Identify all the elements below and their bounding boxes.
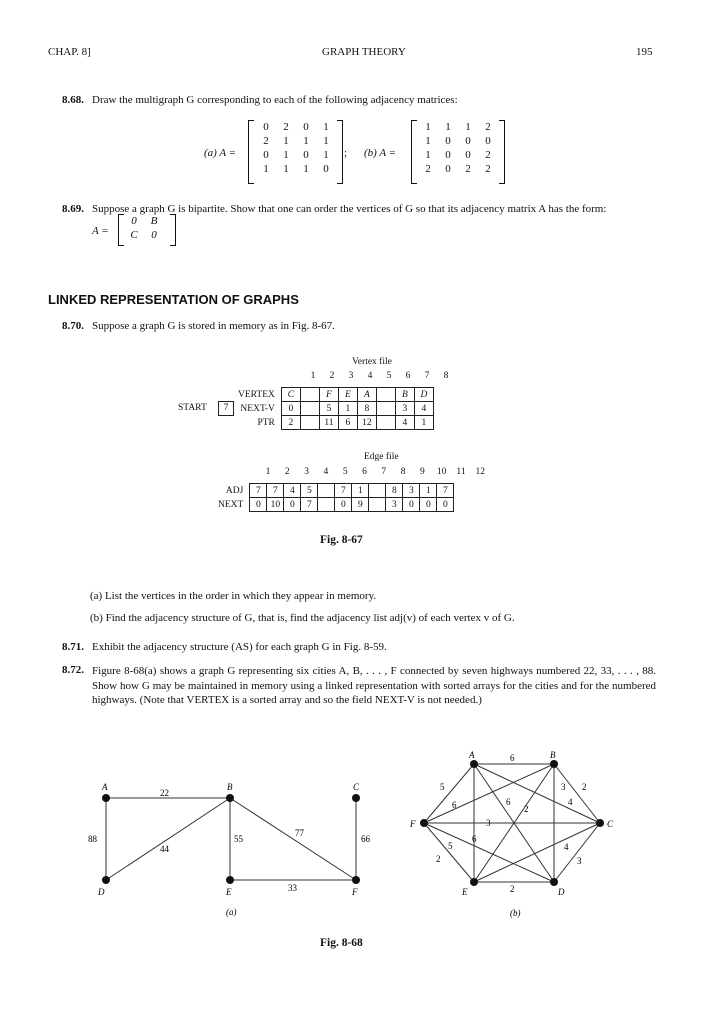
memory-cell: 2 xyxy=(281,416,300,430)
vertex-b-e xyxy=(470,878,478,886)
column-index: 1 xyxy=(265,467,271,477)
weight-77: 77 xyxy=(295,828,304,838)
column-index: 8 xyxy=(400,467,406,477)
weight-44: 44 xyxy=(160,844,169,854)
matrix-cell: 1 xyxy=(425,121,431,133)
problem-number-871: 8.71. xyxy=(62,641,84,653)
memory-cell: 7 xyxy=(335,484,352,498)
weight-88: 88 xyxy=(88,834,97,844)
weight-ce: 4 xyxy=(564,842,569,852)
memory-cell: 3 xyxy=(403,484,420,498)
matrix-b-right-bracket xyxy=(499,120,505,184)
weight-be: 2 xyxy=(524,804,529,814)
label-b-f: F xyxy=(410,819,416,829)
matrix-cell: 1 xyxy=(465,121,471,133)
edge-bc xyxy=(554,764,600,823)
weight-fe: 5 xyxy=(448,841,453,851)
column-index: 11 xyxy=(456,467,466,477)
memory-cell: 0 xyxy=(403,498,420,512)
matrix-cell: 1 xyxy=(283,163,289,175)
column-index: 3 xyxy=(348,371,354,381)
row-label: PTR xyxy=(257,417,275,428)
matrix-cell: 2 xyxy=(485,149,491,161)
vertex-b-d xyxy=(550,878,558,886)
matrix-cell: 0 xyxy=(151,229,157,241)
edge-file-table xyxy=(218,483,454,512)
start-value: 7 xyxy=(218,401,234,416)
memory-cell xyxy=(369,498,386,512)
edge-ce xyxy=(474,823,600,882)
column-index: 4 xyxy=(323,467,329,477)
edge-file-title: Edge file xyxy=(364,452,399,462)
column-index: 7 xyxy=(381,467,387,477)
matrix-cell: 1 xyxy=(303,163,309,175)
column-index: 7 xyxy=(424,371,430,381)
weight-ac: 4 xyxy=(568,797,573,807)
label-e: E xyxy=(226,887,232,897)
memory-cell: 7 xyxy=(267,484,284,498)
section-title: LINKED REPRESENTATION OF GRAPHS xyxy=(48,292,299,307)
matrix-cell: 0 xyxy=(303,121,309,133)
memory-cell: 9 xyxy=(352,498,369,512)
column-index: 10 xyxy=(436,467,447,477)
graph-a xyxy=(80,780,380,920)
memory-cell: 10 xyxy=(267,498,284,512)
row-label: NEXT-V xyxy=(240,403,275,414)
column-index: 2 xyxy=(329,371,335,381)
edge-af xyxy=(424,764,474,823)
label-b-a: A xyxy=(469,750,475,760)
memory-cell: 3 xyxy=(395,402,414,416)
matrix-cell: 0 xyxy=(465,149,471,161)
weight-33: 33 xyxy=(288,883,297,893)
weight-66: 66 xyxy=(361,834,370,844)
label-b-b: B xyxy=(550,750,556,760)
matrix-cell: 1 xyxy=(283,135,289,147)
memory-cell xyxy=(369,484,386,498)
weight-bd: 3 xyxy=(561,782,566,792)
column-index: 6 xyxy=(405,371,411,381)
weight-ad: 6 xyxy=(506,797,511,807)
column-index: 5 xyxy=(386,371,392,381)
column-index: 12 xyxy=(475,467,486,477)
memory-cell: A xyxy=(357,388,376,402)
weight-55: 55 xyxy=(234,834,243,844)
matrix-separator: ; xyxy=(344,147,348,159)
matrix-cell: 2 xyxy=(263,135,269,147)
row-label: NEXT xyxy=(218,499,244,510)
matrix-a xyxy=(256,121,336,175)
memory-cell: 1 xyxy=(352,484,369,498)
vertex-c xyxy=(352,794,360,802)
matrix-cell: B xyxy=(150,215,158,227)
matrix-cell: 1 xyxy=(445,121,451,133)
memory-cell: C xyxy=(281,388,300,402)
memory-cell: 3 xyxy=(386,498,403,512)
weight-cd: 3 xyxy=(577,856,582,866)
memory-cell: 5 xyxy=(301,484,318,498)
memory-cell: 1 xyxy=(414,416,433,430)
column-index: 1 xyxy=(310,371,316,381)
label-b-c: C xyxy=(607,819,614,829)
matrix-cell: C xyxy=(130,229,138,241)
matrix-cell: 0 xyxy=(445,163,451,175)
weight-fb: 6 xyxy=(452,800,457,810)
memory-cell: 4 xyxy=(284,484,301,498)
matrix-cell: 2 xyxy=(485,163,491,175)
memory-cell: 1 xyxy=(338,402,357,416)
label-b-e: E xyxy=(462,887,468,897)
weight-22: 22 xyxy=(160,788,169,798)
matrix-b-left-bracket xyxy=(411,120,417,184)
memory-cell: 0 xyxy=(437,498,454,512)
matrix-cell: 1 xyxy=(425,149,431,161)
memory-cell: 0 xyxy=(250,498,267,512)
matrix-cell: 2 xyxy=(485,121,491,133)
weight-fe2: 2 xyxy=(436,854,441,864)
column-index: 6 xyxy=(362,467,367,477)
matrix-cell: 0 xyxy=(263,149,269,161)
row-label: ADJ xyxy=(225,485,244,496)
label-b-d: D xyxy=(558,887,565,897)
memory-cell: 1 xyxy=(420,484,437,498)
matrix-cell: 0 xyxy=(485,135,491,147)
caption-a: (a) xyxy=(226,907,237,917)
bipartite-matrix xyxy=(124,215,164,241)
weight-bc: 2 xyxy=(582,782,587,792)
edge-fe xyxy=(424,823,474,882)
column-index: 9 xyxy=(420,467,425,477)
problem-text-869: Suppose a graph G is bipartite. Show that one can order the vertices of G so that its adjacency matrix A has the form: xyxy=(92,203,607,215)
edge-ac xyxy=(474,764,600,823)
matrix-cell: 0 xyxy=(445,149,451,161)
vertex-b xyxy=(226,794,234,802)
edge-d-b xyxy=(106,798,230,880)
memory-cell: 7 xyxy=(250,484,267,498)
label-b: B xyxy=(227,782,233,792)
vertex-a xyxy=(102,794,110,802)
weight-ed: 2 xyxy=(510,884,515,894)
vertex-f xyxy=(352,876,360,884)
vertex-e xyxy=(226,876,234,884)
label-d: D xyxy=(98,887,105,897)
vertex-file-title: Vertex file xyxy=(352,357,392,367)
memory-cell: 8 xyxy=(357,402,376,416)
memory-cell: 12 xyxy=(357,416,376,430)
memory-cell: 8 xyxy=(386,484,403,498)
label-f: F xyxy=(352,887,358,897)
matrix-cell: 0 xyxy=(465,135,471,147)
matrix-cell: 1 xyxy=(303,135,309,147)
matrix-cell: 2 xyxy=(465,163,471,175)
problem-text-870: Suppose a graph G is stored in memory as in Fig. 8-67. xyxy=(92,320,335,332)
caption-b: (b) xyxy=(510,908,521,918)
memory-cell: 4 xyxy=(395,416,414,430)
problem-number-869: 8.69. xyxy=(62,203,84,215)
edge-cd xyxy=(554,823,600,882)
matrix-a-right-bracket xyxy=(337,120,343,184)
vertex-b-a xyxy=(470,760,478,768)
matrix-cell: 0 xyxy=(131,215,137,227)
matrix-cell: 0 xyxy=(263,121,269,133)
matrix-b xyxy=(418,121,498,175)
start-label: START xyxy=(178,403,207,413)
problem-number-870: 8.70. xyxy=(62,320,84,332)
matrix-cell: 1 xyxy=(323,135,329,147)
memory-cell xyxy=(300,402,319,416)
edge-b-f xyxy=(230,798,356,880)
running-header-title: GRAPH THEORY xyxy=(322,46,406,58)
matrix-cell: 0 xyxy=(323,163,329,175)
matrix-cell: 1 xyxy=(263,163,269,175)
column-index: 5 xyxy=(342,467,348,477)
row-label: VERTEX xyxy=(238,389,275,400)
question-a: (a) List the vertices in the order in which they appear in memory. xyxy=(90,590,377,602)
memory-cell: 11 xyxy=(319,416,338,430)
memory-cell xyxy=(318,484,335,498)
problem-text-872: Figure 8-68(a) shows a graph G representing six cities A, B, . . . , F connected by seven highways numbered 22, 33, . . . , 88. Show how G may be maintained in memory using a linked representation with sorted arrays for the cities and for the numbered highways. (Note that VERTEX is a sorted array and so the field NEXT-V is not needed.) xyxy=(92,665,656,706)
column-index: 2 xyxy=(284,467,290,477)
memory-cell: 7 xyxy=(437,484,454,498)
matrix-cell: 2 xyxy=(425,163,431,175)
matrix-cell: 1 xyxy=(425,135,431,147)
memory-cell xyxy=(376,388,395,402)
memory-cell xyxy=(376,402,395,416)
matrix-a-left-bracket xyxy=(248,120,254,184)
matrix-cell: 0 xyxy=(445,135,451,147)
memory-cell xyxy=(376,416,395,430)
label-c: C xyxy=(353,782,360,792)
problem-number-868: 8.68. xyxy=(62,94,84,106)
matrix-cell: 1 xyxy=(323,149,329,161)
memory-cell: B xyxy=(395,388,414,402)
weight-af: 5 xyxy=(440,782,445,792)
column-index: 8 xyxy=(443,371,449,381)
vertex-file-table xyxy=(238,387,434,430)
matrix-cell: 0 xyxy=(303,149,309,161)
vertex-b-f xyxy=(420,819,428,827)
problem-number-872: 8.72. xyxy=(62,664,84,676)
weight-fd: 6 xyxy=(472,834,477,844)
memory-cell: F xyxy=(319,388,338,402)
vertex-b-b xyxy=(550,760,558,768)
problem-text-871: Exhibit the adjacency structure (AS) for each graph G in Fig. 8-59. xyxy=(92,641,387,653)
memory-cell: 0 xyxy=(335,498,352,512)
memory-cell: 4 xyxy=(414,402,433,416)
memory-cell: 6 xyxy=(338,416,357,430)
figure-caption-8-68: Fig. 8-68 xyxy=(320,937,363,949)
memory-cell: 5 xyxy=(319,402,338,416)
matrix-cell: 1 xyxy=(283,149,289,161)
matrix-cell: 1 xyxy=(323,121,329,133)
matrix-cell: 2 xyxy=(283,121,289,133)
memory-cell: 0 xyxy=(420,498,437,512)
memory-cell: D xyxy=(414,388,433,402)
memory-cell: 0 xyxy=(284,498,301,512)
weight-ae: 3 xyxy=(486,818,491,828)
graph-b xyxy=(400,750,640,920)
label-a: A xyxy=(102,782,108,792)
vertex-b-c xyxy=(596,819,604,827)
memory-cell xyxy=(300,388,319,402)
running-header-chapter: CHAP. 8] xyxy=(48,46,91,58)
column-index: 4 xyxy=(367,371,373,381)
memory-cell xyxy=(318,498,335,512)
question-b: (b) Find the adjacency structure of G, that is, find the adjacency list adj(v) of each vertex v of G. xyxy=(90,612,515,624)
weight-ab: 6 xyxy=(510,753,515,763)
problem-text-868: Draw the multigraph G corresponding to each of the following adjacency matrices: xyxy=(92,94,458,106)
bipartite-right-bracket xyxy=(170,214,176,246)
bipartite-matrix-lhs: A = xyxy=(92,225,109,237)
memory-cell: 0 xyxy=(281,402,300,416)
column-index: 3 xyxy=(304,467,309,477)
memory-cell: E xyxy=(338,388,357,402)
page-number: 195 xyxy=(636,46,653,58)
vertex-d xyxy=(102,876,110,884)
figure-caption-8-67: Fig. 8-67 xyxy=(320,534,363,546)
matrix-b-label: (b) A = xyxy=(364,147,397,159)
memory-cell xyxy=(300,416,319,430)
matrix-a-label: (a) A = xyxy=(204,147,237,159)
memory-cell: 7 xyxy=(301,498,318,512)
